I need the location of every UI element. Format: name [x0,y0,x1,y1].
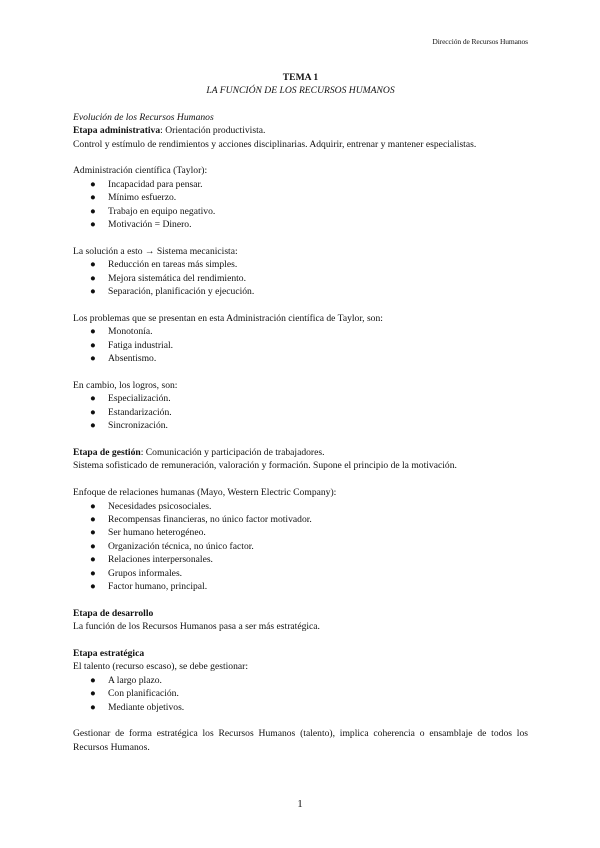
list-item [73,352,528,365]
bullet-icon: ● [90,406,96,418]
list-item-text: Mediante objetivos. [108,701,185,713]
page-content [73,71,528,754]
bullet-icon: ● [90,674,96,686]
human-relations-intro: Enfoque de relaciones humanas (Mayo, Western Electric Company): [73,487,337,499]
list-item [73,191,528,204]
list-item-text: Reducción en tareas más simples. [108,259,238,271]
list-item [73,500,528,513]
bullet-icon: ● [90,420,96,432]
list-item [73,392,528,405]
list-item-text: A largo plazo. [108,674,162,686]
list-item [73,526,528,539]
list-item-text: Ser humano heterogéneo. [108,527,206,539]
list-item [73,513,528,526]
list-item-text: Especialización. [108,393,171,405]
list-item [73,339,528,352]
bullet-icon: ● [90,527,96,539]
bullet-icon: ● [90,178,96,190]
gestion-stage-text: : Comunicación y participación de trabajadores. [140,446,325,458]
bullet-icon: ● [90,219,96,231]
page-number: 1 [297,798,303,810]
page-title: TEMA 1 [282,72,319,83]
bullet-icon: ● [90,326,96,338]
problems-intro: Los problemas que se presentan en esta Administración científica de Taylor, son: [73,312,383,324]
page-subtitle: LA FUNCIÓN DE LOS RECURSOS HUMANOS [206,85,395,97]
bullet-icon: ● [90,192,96,204]
list-item-text: Mínimo esfuerzo. [108,192,177,204]
list-item-text: Factor humano, principal. [108,580,208,592]
list-item [73,285,528,298]
list-item-text: Con planificación. [108,688,179,700]
solution-list [73,258,528,298]
bullet-icon: ● [90,500,96,512]
bullet-icon: ● [90,393,96,405]
taylor-list [73,178,528,232]
bullet-icon: ● [90,286,96,298]
section-heading-evolution: Evolución de los Recursos Humanos [73,111,214,123]
list-item [73,701,528,714]
list-item-text: Absentismo. [108,353,157,365]
admin-stage-text: : Orientación productivista. [160,125,266,137]
list-item [73,580,528,593]
gestion-stage-line [73,446,528,459]
desarrollo-stage-label [73,607,528,620]
list-item-text: Recompensas financieras, no único factor motivador. [108,513,312,525]
desarrollo-stage-description: La función de los Recursos Humanos pasa a ser más estratégica. [73,621,320,633]
bullet-icon: ● [90,205,96,217]
bullet-icon: ● [90,688,96,700]
list-item [73,567,528,580]
bullet-icon: ● [90,353,96,365]
taylor-intro: Administración científica (Taylor): [73,165,208,177]
estrategica-label: Etapa estratégica [73,647,145,659]
list-item [73,674,528,687]
list-item-text: Estandarización. [108,406,172,418]
list-item [73,419,528,432]
bullet-icon: ● [90,540,96,552]
list-item-text: Mejora sistemática del rendimiento. [108,272,246,284]
running-header: Dirección de Recursos Humanos [432,37,528,46]
admin-stage-line [73,124,528,137]
list-item-text: Necesidades psicosociales. [108,500,212,512]
list-item [73,178,528,191]
list-item [73,406,528,419]
bullet-icon: ● [90,554,96,566]
solution-intro: La solución a esto → Sistema mecanicista: [73,245,238,257]
human-relations-list [73,500,528,594]
achievements-intro: En cambio, los logros, son: [73,379,178,391]
list-item [73,687,528,700]
bullet-icon: ● [90,259,96,271]
list-item-text: Fatiga industrial. [108,339,174,351]
list-item [73,205,528,218]
gestion-stage-label: Etapa de gestión [73,446,141,458]
list-item-text: Sincronización. [108,420,168,432]
estrategica-stage-description: El talento (recurso escaso), se debe gestionar: [73,661,249,673]
closing-paragraph: Gestionar de forma estratégica los Recursos Humanos (talento), implica coherencia o ensamblaje de todos los Recursos Humanos. [73,728,528,753]
list-item [73,218,528,231]
bullet-icon: ● [90,272,96,284]
list-item-text: Separación, planificación y ejecución. [108,286,255,298]
bullet-icon: ● [90,701,96,713]
estrategica-stage-label [73,647,528,660]
estrategica-list [73,674,528,714]
list-item-text: Monotonía. [108,326,153,338]
list-item [73,272,528,285]
list-item-text: Grupos informales. [108,567,183,579]
bullet-icon: ● [90,339,96,351]
list-item-text: Organización técnica, no único factor. [108,540,254,552]
gestion-stage-description: Sistema sofisticado de remuneración, valoración y formación. Supone el principio de la motivación. [73,460,457,472]
list-item [73,553,528,566]
bullet-icon: ● [90,580,96,592]
bullet-icon: ● [90,567,96,579]
list-item-text: Incapacidad para pensar. [108,178,203,190]
list-item [73,258,528,271]
desarrollo-label: Etapa de desarrollo [73,607,154,619]
problems-list [73,325,528,365]
achievements-list [73,392,528,432]
admin-stage-description: Control y estímulo de rendimientos y acciones disciplinarias. Adquirir, entrenar y mantener especialistas. [73,138,477,150]
list-item-text: Trabajo en equipo negativo. [108,205,216,217]
admin-stage-label: Etapa administrativa [73,125,161,137]
list-item-text: Relaciones interpersonales. [108,554,213,566]
list-item [73,540,528,553]
list-item [73,325,528,338]
list-item-text: Motivación = Dinero. [108,219,192,231]
bullet-icon: ● [90,513,96,525]
